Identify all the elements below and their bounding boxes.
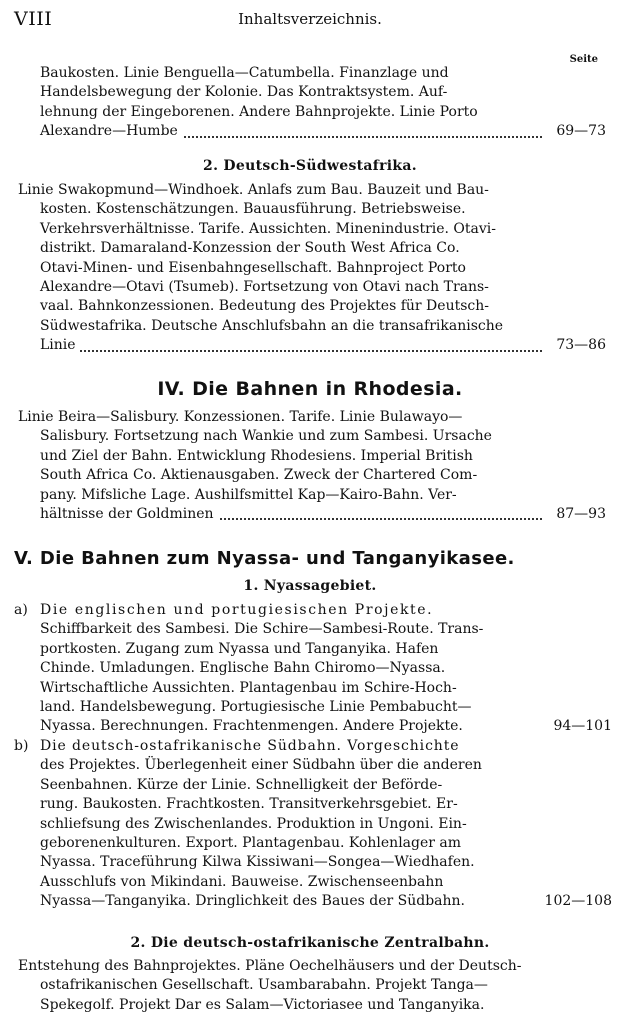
leader-line bbox=[40, 717, 610, 736]
chapter-heading-nyassa: V. Die Bahnen zum Nyassa- und Tanganyikasee. bbox=[14, 548, 515, 569]
dot-leader bbox=[40, 350, 542, 352]
entry-line: portkosten. Zugang zum Nyassa und Tanganyika. Hafen bbox=[40, 640, 439, 657]
entry-line: vaal. Bahnkonzessionen. Bedeutung des Projektes für Deutsch- bbox=[40, 298, 489, 315]
leader-line bbox=[40, 336, 604, 355]
entry-line: Linie Beira—Salisbury. Konzessionen. Tarife. Linie Bulawayo— bbox=[18, 409, 463, 425]
page-range: 94—101 bbox=[547, 717, 612, 736]
page-range: 87—93 bbox=[550, 505, 606, 524]
entry-line: Wirtschaftliche Aussichten. Plantagenbau im Schire-Hoch- bbox=[40, 679, 457, 696]
section-heading-nyassagebiet: 1. Nyassagebiet. bbox=[243, 578, 377, 594]
entry-line: Otavi-Minen- und Eisenbahngesellschaft. Bahnproject Porto bbox=[40, 259, 466, 276]
entry-line: Chinde. Umladungen. Englische Bahn Chiromo—Nyassa. bbox=[40, 660, 446, 677]
toc-entry-rhodesia bbox=[18, 408, 604, 524]
entry-line: Nyassa—Tanganyika. Dringlichkeit des Baues der Südbahn. bbox=[40, 893, 469, 909]
toc-entry-zentralbahn bbox=[18, 957, 604, 1015]
entry-line: Spekegolf. Projekt Dar es Salam—Victoriasee und Tanganyika. bbox=[40, 996, 485, 1013]
entry-line: Die deutsch-ostafrikanische Südbahn. Vorgeschichte bbox=[40, 738, 460, 754]
entry-line: South Africa Co. Aktienausgaben. Zweck der Chartered Com- bbox=[40, 467, 478, 484]
toc-entry-angola-continued bbox=[40, 64, 604, 142]
item-marker: b) bbox=[14, 738, 29, 754]
entry-line: Schiffbarkeit des Sambesi. Die Schire—Sambesi-Route. Trans- bbox=[40, 621, 484, 638]
running-head bbox=[14, 8, 606, 30]
entry-line: Die englischen und portugiesischen Projekte. bbox=[40, 602, 434, 618]
entry-line: hältnisse der Goldminen bbox=[40, 506, 218, 522]
page-range: 69—73 bbox=[550, 122, 606, 141]
entry-line: Verkehrsverhältnisse. Tarife. Aussichten. Minenindustrie. Otavi- bbox=[40, 220, 496, 237]
toc-entry-suedwestafrika bbox=[18, 181, 604, 356]
entry-line: ostafrikanischen Gesellschaft. Usambarabahn. Projekt Tanga— bbox=[40, 977, 488, 994]
entry-line: Linie Swakopmund—Windhoek. Anlafs zum Bau. Bauzeit und Bau- bbox=[18, 182, 489, 198]
entry-line: Nyassa. Traceführung Kilwa Kissiwani—Songea—Wiedhafen. bbox=[40, 854, 475, 871]
entry-line: Alexandre—Humbe bbox=[40, 123, 182, 139]
entry-line: lehnung der Eingeborenen. Andere Bahnprojekte. Linie Porto bbox=[40, 103, 478, 120]
leader-line bbox=[40, 122, 604, 141]
entry-line: Ausschlufs von Mikindani. Bauweise. Zwischenseenbahn bbox=[40, 873, 444, 890]
entry-line: pany. Mifsliche Lage. Aushilfsmittel Kap—Kairo-Bahn. Ver- bbox=[40, 486, 457, 503]
entry-line: Seenbahnen. Kürze der Linie. Schnelligkeit der Beförde- bbox=[40, 776, 443, 793]
entry-line: Nyassa. Berechnungen. Frachtenmengen. Andere Projekte. bbox=[40, 718, 467, 734]
section-heading-zentralbahn: 2. Die deutsch-ostafrikanische Zentralbahn. bbox=[130, 935, 490, 951]
entry-line: Linie bbox=[40, 337, 80, 353]
entry-line: Handelsbewegung der Kolonie. Das Kontraktsystem. Auf- bbox=[40, 84, 448, 101]
page-range: 73—86 bbox=[550, 336, 606, 355]
leader-line bbox=[40, 892, 610, 911]
entry-line: geborenenkulturen. Export. Plantagenbau. Kohlenlager am bbox=[40, 835, 462, 852]
chapter-heading-rhodesia: IV. Die Bahnen in Rhodesia. bbox=[157, 378, 463, 400]
entry-line: Südwestafrika. Deutsche Anschlufsbahn an die transafrikanische bbox=[40, 317, 504, 334]
toc-item-b bbox=[14, 737, 612, 912]
toc-item-a bbox=[14, 601, 612, 737]
item-marker: a) bbox=[14, 602, 28, 618]
entry-line: Alexandre—Otavi (Tsumeb). Fortsetzung von Otavi nach Trans- bbox=[40, 279, 489, 296]
page-range: 102—108 bbox=[539, 892, 612, 911]
running-title: Inhaltsverzeichnis. bbox=[238, 10, 382, 28]
leader-line bbox=[40, 505, 604, 524]
section-heading-suedwestafrika: 2. Deutsch-Südwestafrika. bbox=[203, 158, 417, 174]
page-number: VIII bbox=[14, 8, 53, 30]
entry-line: land. Handelsbewegung. Portugiesische Linie Pembabucht— bbox=[40, 699, 472, 716]
entry-line: des Projektes. Überlegenheit einer Südbahn über die anderen bbox=[40, 757, 482, 774]
entry-line: distrikt. Damaraland-Konzession der South West Africa Co. bbox=[40, 240, 460, 257]
entry-line: kosten. Kostenschätzungen. Bauausführung. Betriebsweise. bbox=[40, 201, 466, 218]
seite-label: Seite bbox=[569, 54, 598, 65]
entry-line: Entstehung des Bahnprojektes. Pläne Oechelhäusers und der Deutsch- bbox=[18, 958, 522, 974]
entry-line: rung. Baukosten. Frachtkosten. Transitverkehrsgebiet. Er- bbox=[40, 796, 458, 813]
entry-line: schliefsung des Zwischenlandes. Produktion in Ungoni. Ein- bbox=[40, 815, 467, 832]
entry-line: und Ziel der Bahn. Entwicklung Rhodesiens. Imperial British bbox=[40, 447, 473, 464]
entry-line: Baukosten. Linie Benguella—Catumbella. Finanzlage und bbox=[40, 65, 449, 81]
entry-line: Salisbury. Fortsetzung nach Wankie und zum Sambesi. Ursache bbox=[40, 428, 492, 445]
